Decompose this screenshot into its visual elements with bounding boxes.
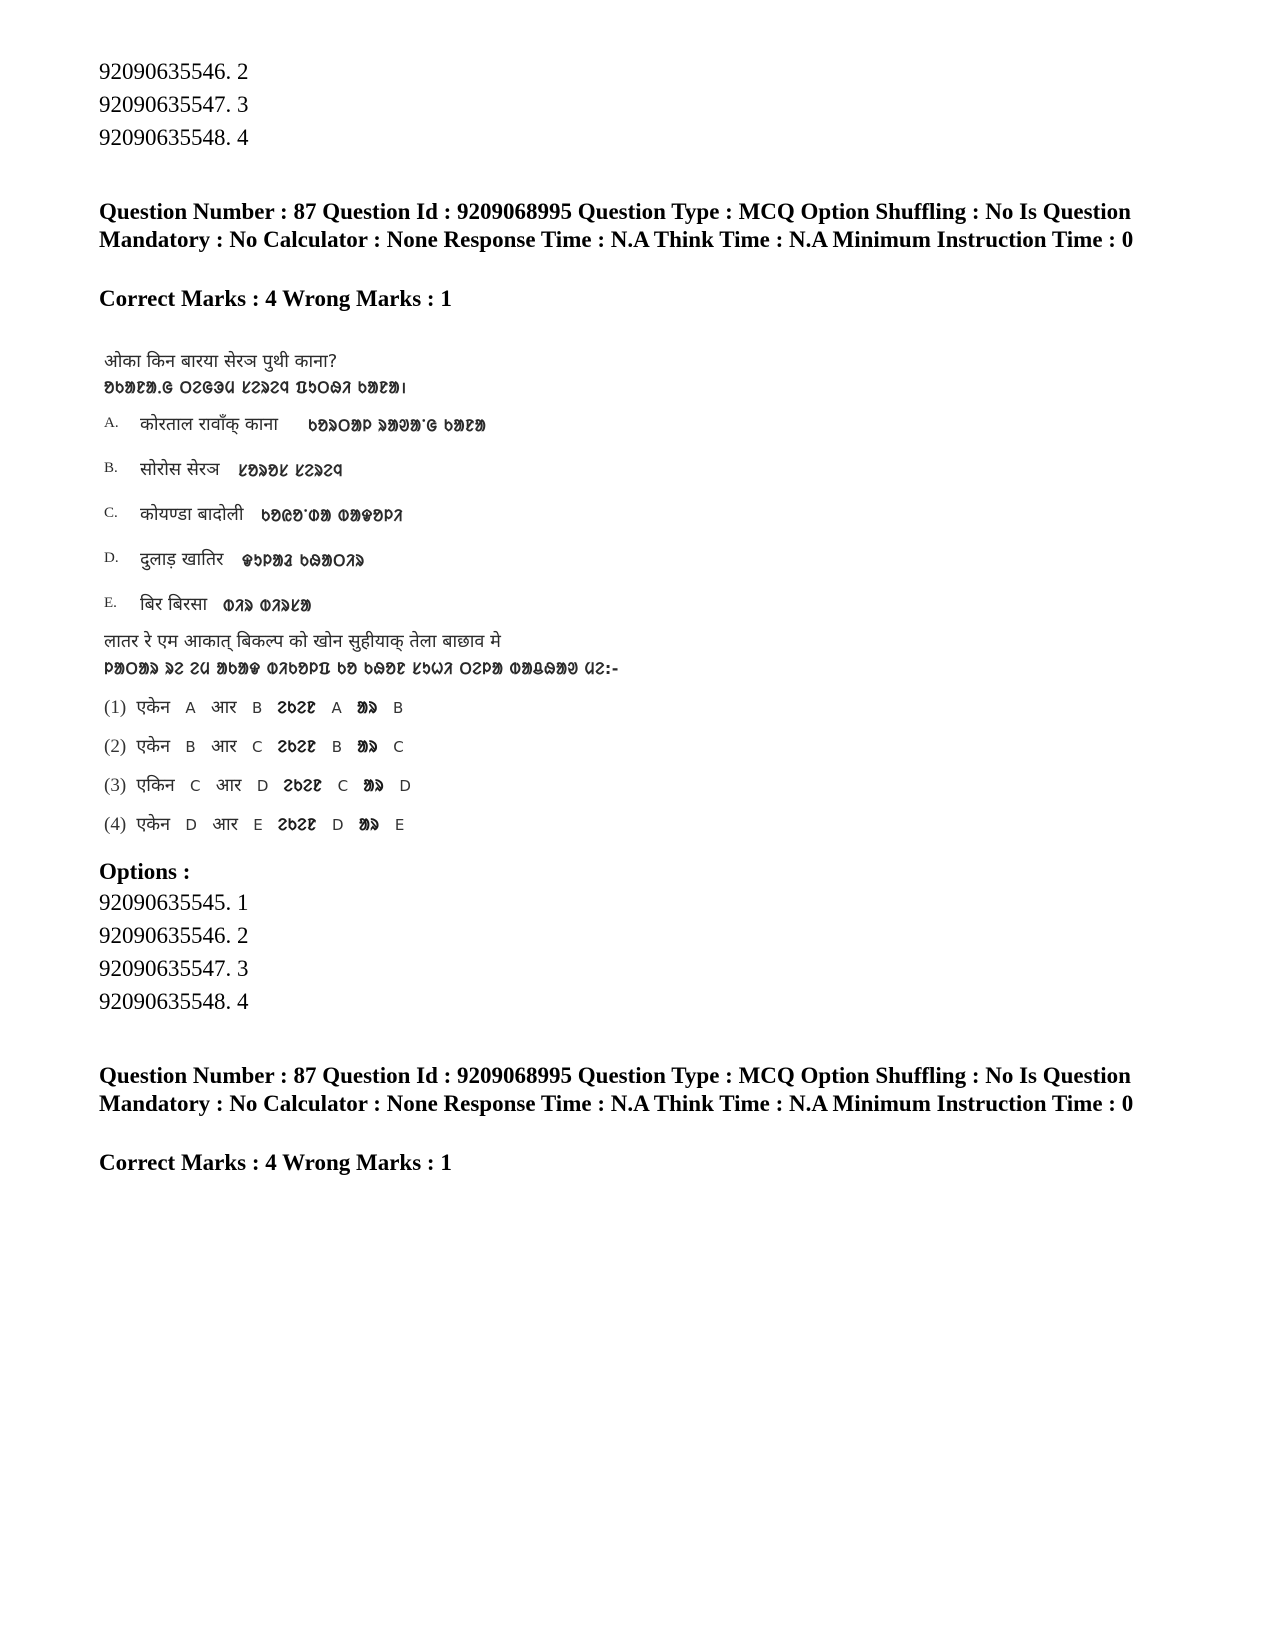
choice-letter: C — [337, 777, 349, 795]
question-marks: Correct Marks : 4 Wrong Marks : 1 — [99, 286, 452, 311]
choice-letter: D — [256, 777, 269, 795]
option-line: 92090635546. 2 — [99, 59, 249, 84]
choice-letter: D — [399, 777, 411, 795]
option-line: 92090635548. 4 — [99, 125, 249, 150]
choice-letter: B — [251, 699, 263, 717]
choice-row — [104, 734, 404, 758]
choice-number: (3) — [104, 775, 127, 796]
statement-olchiki: ᱫᱩᱞᱟᱲ ᱠᱷᱟᱛᱤᱨ — [242, 551, 365, 570]
choice-olchiki: ᱟᱨ — [357, 698, 378, 717]
choice-letter: E — [394, 816, 405, 834]
choice-number: (1) — [104, 697, 127, 718]
choice-letter: C — [190, 777, 201, 795]
choice-letter: A — [185, 699, 196, 717]
instruction-olchiki: ᱞᱟᱛᱟᱨ ᱨᱮ ᱮᱢ ᱟᱠᱟᱫ ᱵᱤᱠᱚᱞᱯ ᱠᱚ ᱠᱷᱚᱱ ᱥᱩᱦᱤ ᱛᱮᱞᱟ ᱵᱟᱪᱷᱟᱣ ᱢᱮ:- — [104, 659, 619, 678]
question-stem-hindi: ओका किन बारया सेरञ पुथी काना? — [104, 351, 338, 372]
choice-letter: B — [331, 738, 343, 756]
statement-olchiki: ᱥᱚᱨᱚᱥ ᱥᱮᱨᱮᱧ — [238, 461, 344, 480]
choice-olchiki: ᱮᱠᱮᱱ — [277, 815, 317, 834]
choice-hindi: आर — [210, 697, 237, 718]
choice-olchiki: ᱮᱠᱮᱱ — [277, 737, 317, 756]
choice-hindi: आर — [215, 775, 242, 796]
choice-hindi: एकेन — [136, 697, 171, 718]
question-image — [98, 349, 618, 879]
question-meta: Question Number : 87 Question Id : 9209068995 Question Type : MCQ Option Shuffling : No Is Question Mandatory : No Calculator : None Response Time : N.A Think Time : N.A Minimum Instruction Time : 0 — [99, 199, 1134, 252]
choice-letter: E — [253, 816, 263, 834]
statement-hindi: कोरताल रावाँक् काना — [140, 414, 279, 435]
question-marks: Correct Marks : 4 Wrong Marks : 1 — [99, 1150, 452, 1175]
choice-letter: C — [393, 738, 404, 756]
choice-letter: D — [185, 816, 197, 834]
choice-hindi: एकेन — [136, 814, 171, 835]
statement-label: B. — [104, 460, 118, 476]
choice-hindi: एकेन — [136, 736, 171, 757]
choice-olchiki: ᱟᱨ — [363, 776, 385, 795]
instruction-hindi: लातर रे एम आकात् बिकल्प को खोन सुहीयाक् तेला बाछाव मे — [104, 631, 501, 652]
statement-label: E. — [104, 595, 117, 611]
statement-hindi: दुलाड़ खातिर — [140, 549, 224, 570]
choice-row — [104, 773, 411, 797]
choice-olchiki: ᱮᱠᱮᱱ — [283, 776, 323, 795]
option-line: 92090635546. 2 — [99, 923, 249, 948]
choice-hindi: आर — [212, 814, 238, 835]
choice-letter: B — [185, 738, 196, 756]
choice-olchiki: ᱟᱨ — [358, 815, 380, 834]
statement-olchiki: ᱠᱚᱭᱚᱸᱰᱟ ᱵᱟᱫᱚᱞᱤ — [261, 506, 404, 525]
statement-hindi: सोरोस सेरञ — [140, 459, 220, 480]
choice-letter: A — [331, 699, 342, 717]
choice-row — [104, 812, 404, 836]
choice-number: (4) — [104, 814, 127, 835]
choice-hindi: एकिन — [136, 775, 175, 796]
choice-letter: C — [251, 738, 263, 756]
options-heading: Options : — [99, 859, 191, 884]
statement-label: A. — [104, 415, 119, 431]
choice-row — [104, 695, 403, 719]
choice-olchiki: ᱟᱨ — [357, 737, 379, 756]
option-line: 92090635547. 3 — [99, 956, 249, 981]
option-line: 92090635548. 4 — [99, 989, 249, 1014]
choice-letter: B — [393, 699, 404, 717]
option-line: 92090635545. 1 — [99, 890, 249, 915]
statement-label: C. — [104, 505, 118, 521]
statement-hindi: कोयण्डा बादोली — [140, 504, 244, 525]
choice-hindi: आर — [210, 736, 237, 757]
choice-letter: D — [331, 816, 344, 834]
choice-number: (2) — [104, 736, 127, 757]
question-stem-olchiki: ᱚᱠᱟᱱᱟᱹᱜ ᱛᱮᱜᱳᱢ ᱥᱮᱨᱮᱧ ᱯᱩᱛᱷᱤ ᱠᱟᱱᱟ। — [104, 378, 407, 397]
statement-olchiki: ᱠᱚᱨᱛᱟᱞ ᱨᱟᱣᱟᱸᱜ ᱠᱟᱱᱟ — [308, 416, 487, 435]
statement-olchiki: ᱵᱤᱨ ᱵᱤᱨᱥᱟ — [223, 596, 312, 615]
statement-hindi: बिर बिरसा — [140, 594, 208, 615]
statement-label: D. — [104, 550, 119, 566]
question-meta: Question Number : 87 Question Id : 9209068995 Question Type : MCQ Option Shuffling : No Is Question Mandatory : No Calculator : None Response Time : N.A Think Time : N.A Minimum Instruction Time : 0 — [99, 1063, 1134, 1116]
choice-olchiki: ᱮᱠᱮᱱ — [277, 698, 317, 717]
option-line: 92090635547. 3 — [99, 92, 249, 117]
